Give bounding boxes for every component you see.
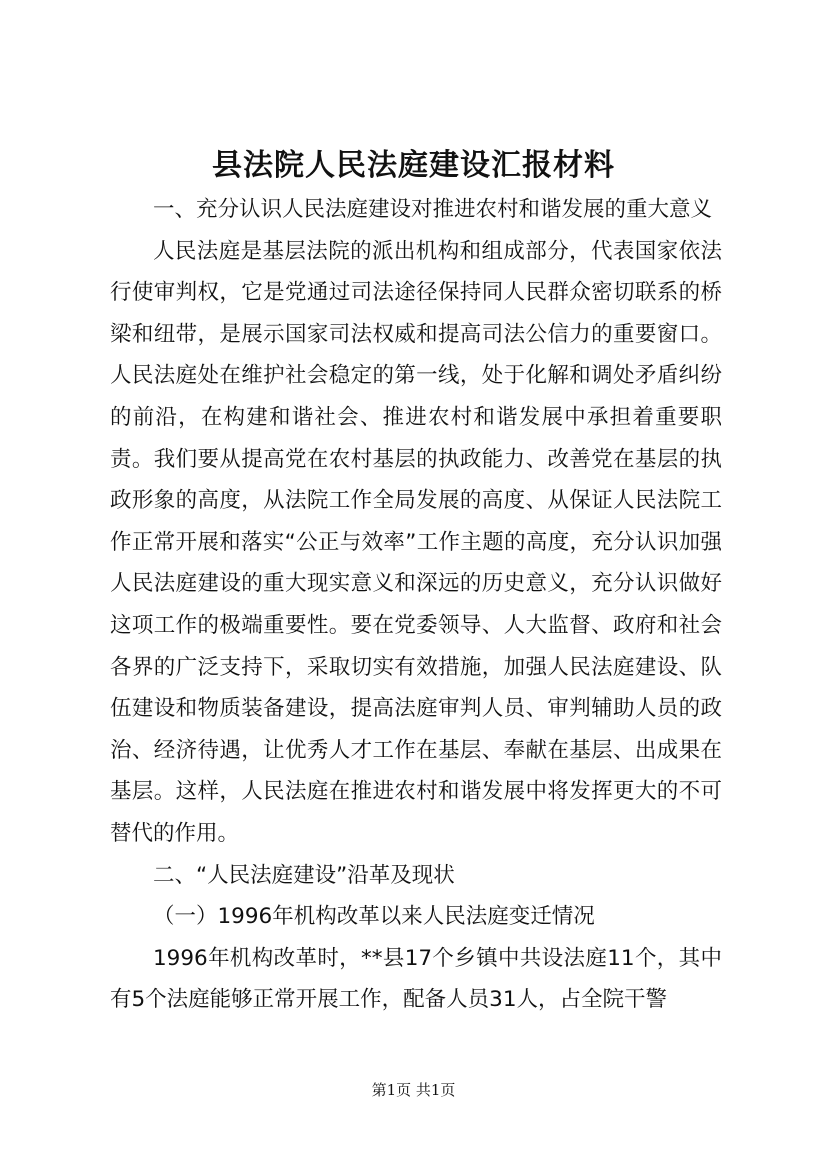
document-title: 县法院人民法庭建设汇报材料 <box>212 148 615 183</box>
section-heading: 二、“人民法庭建设”沿革及现状 <box>153 862 455 888</box>
body-paragraph: 1996年机构改革时，**县17个乡镇中共设法庭11个，其中有5个法庭能够正常开展工作，配备人员31人，占全院干警 <box>110 945 722 1013</box>
document-body <box>110 189 722 1021</box>
page-footer: 第1页 共1页 <box>371 1081 456 1099</box>
section-heading: 一、充分认识人民法庭建设对推进农村和谐发展的重大意义 <box>153 197 713 222</box>
subsection-heading: （一）1996年机构改革以来人民法庭变迁情况 <box>153 904 595 930</box>
body-paragraph: 人民法庭是基层法院的派出机构和组成部分，代表国家依法行使审判权，它是党通过司法途径保持同人民群众密切联系的桥梁和纽带，是展示国家司法权威和提高司法公信力的重要窗口。人民法庭处在维护社会稳定的第一线，处于化解和调处矛盾纠纷的前沿，在构建和谐社会、推进农村和谐发展中承担着重要职责。我们要从提高党在农村基层的执政能力、改善党在基层的执政形象的高度，从法院工作全局发展的高度、从保证人民法院工作正常开展和落实“公正与效率”工作主题的高度，充分认识加强人民法庭建设的重大现实意义和深远的历史意义，充分认识做好这项工作的极端重要性。要在党委领导、人大监督、政府和社会各界的广泛支持下，采取切实有效措施，加强人民法庭建设、队伍建设和物质装备建设，提高法庭审判人员、审判辅助人员的政治、经济待遇，让优秀人才工作在基层、奉献在基层、出成果在基层。这样，人民法庭在推进农村和谐发展中将发挥更大的不可替代的作用。 <box>110 238 722 846</box>
